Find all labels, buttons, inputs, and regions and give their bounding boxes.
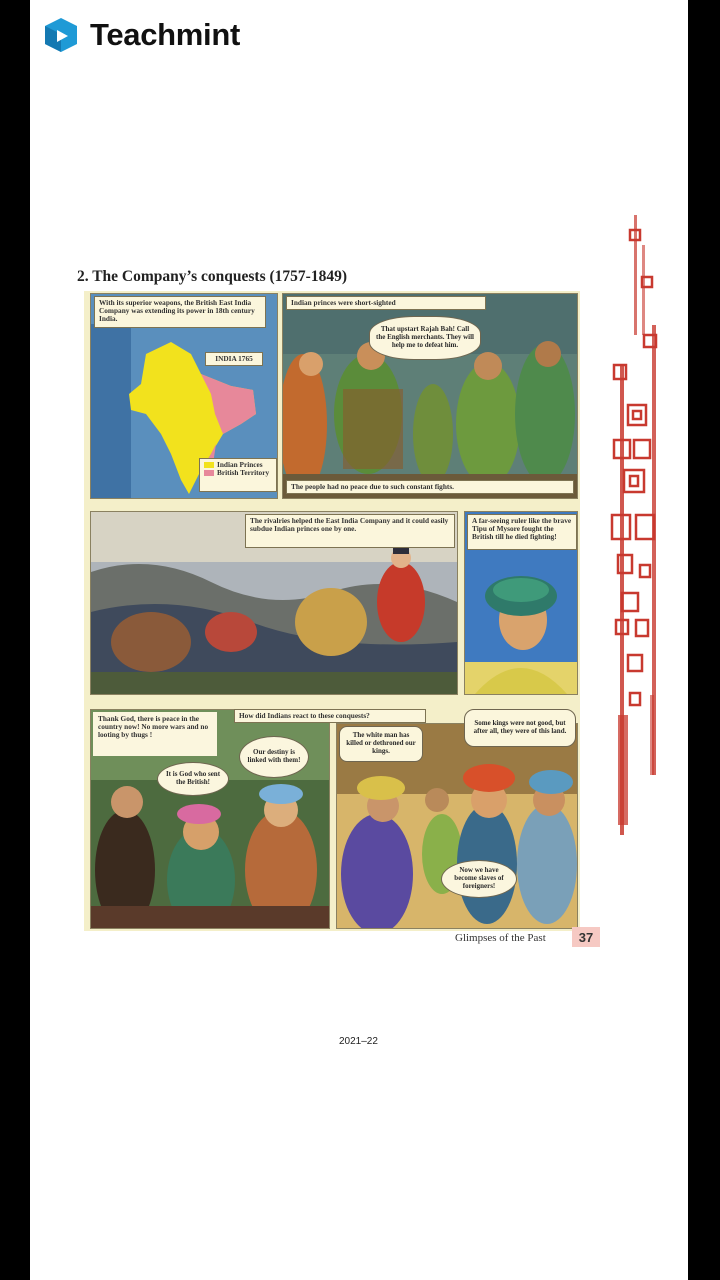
page-number: 37	[572, 927, 600, 947]
reaction-right-caption: Some kings were not good, but after all, they were of this land.	[464, 709, 576, 747]
reaction-left-bubble-destiny: Our destiny is linked with them!	[239, 736, 309, 778]
court-caption-bottom: The people had no peace due to such constant fights.	[286, 480, 574, 494]
battle-caption: The rivalries helped the East India Company and it could easily subdue Indian princes one by one.	[245, 514, 455, 548]
court-speech-bubble: That upstart Rajah Bah! Call the English merchants. They will help me to defeat him.	[369, 316, 481, 360]
battle-panel	[90, 511, 458, 695]
legend-british-territory: British Territory	[217, 468, 270, 478]
reaction-right-bubble-white-man: The white man has killed or dethroned our kings.	[339, 726, 423, 762]
reaction-left-bubble-god: It is God who sent the British!	[157, 762, 229, 796]
reaction-right-bubble-slaves: Now we have become slaves of foreigners!	[441, 860, 517, 898]
reaction-left-caption: Thank God, there is peace in the country now! No more wars and no looting by thugs !	[93, 712, 217, 756]
legend-yellow-swatch	[204, 462, 214, 468]
map-title: INDIA 1765	[205, 352, 263, 366]
section-heading: 2. The Company’s conquests (1757-1849)	[77, 268, 347, 285]
map-legend	[199, 458, 277, 492]
teachmint-logo-icon	[40, 14, 82, 56]
legend-indian-princes: Indian Princes	[217, 460, 263, 469]
map-caption: With its superior weapons, the British East India Company was extending its power in 18th century India.	[94, 296, 266, 328]
tipu-panel	[464, 511, 578, 695]
comic-strip	[84, 291, 580, 931]
reaction-center-caption: How did Indians react to these conquests?	[234, 709, 426, 723]
book-title: Glimpses of the Past	[455, 932, 546, 944]
reaction-left-panel	[90, 709, 330, 929]
year-label: 2021–22	[339, 1036, 378, 1047]
court-panel	[282, 293, 578, 499]
map-panel	[90, 293, 278, 499]
document-page	[30, 0, 688, 1280]
teachmint-logo-text: Teachmint	[90, 17, 241, 52]
reaction-right-panel	[336, 723, 578, 929]
court-caption-top: Indian princes were short-sighted	[286, 296, 486, 310]
legend-pink-swatch	[204, 470, 214, 476]
teachmint-logo	[40, 14, 240, 56]
tipu-caption: A far-seeing ruler like the brave Tipu of Mysore fought the British till he died fighting!	[467, 514, 577, 550]
decorative-border-art	[608, 215, 664, 835]
